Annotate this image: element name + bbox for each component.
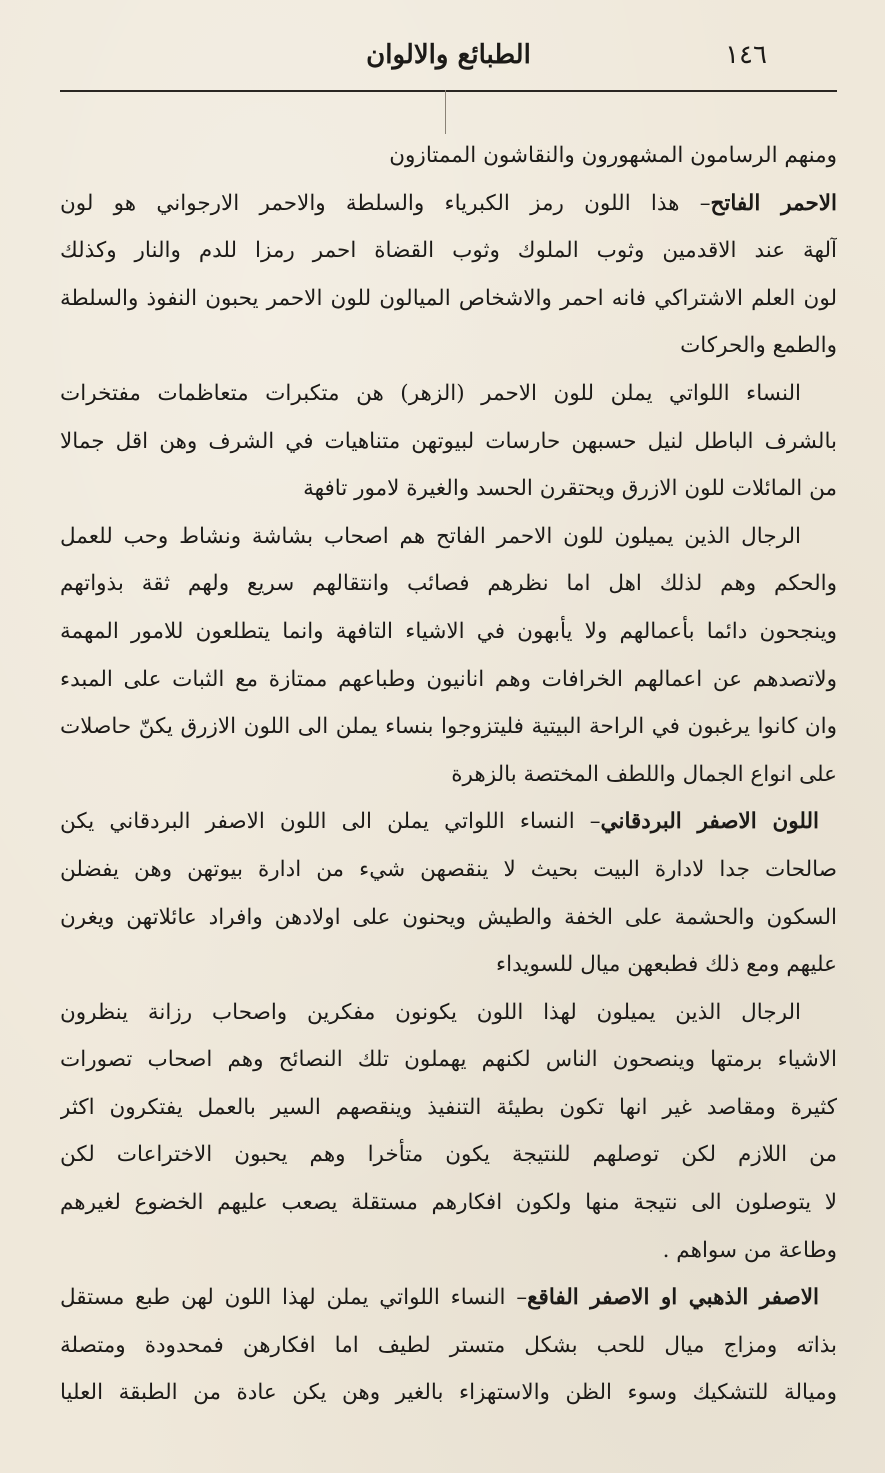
text-line: من اللازم لكن توصلهم للنتيجة يكون متأخرا وهم يحبون الاختراعات لكن	[60, 1142, 837, 1168]
text-run: – النساء اللواتي يملن لهذا اللون لهن طبع مستقل	[60, 1285, 528, 1311]
text-line: بذاته ومزاج ميال للحب بشكل متستر لطيف اما افكارهن فمحدودة ومتصلة	[60, 1332, 837, 1358]
text-line: آلهة عند الاقدمين وثوب الملوك وثوب القضاة احمر رمزا للدم والنار وكذلك	[60, 238, 837, 264]
text-line: ولاتصدهم عن اعمالهم الخرافات وهم انانيون وطباعهم ممتازة مع الثبات على المبدء	[60, 666, 837, 692]
text-line: والطمع والحركات	[680, 333, 837, 359]
text-line: لا يتوصلون الى نتيجة منها ولكون افكارهم مستقلة يصعب عليهم الخضوع لغيرهم	[60, 1190, 837, 1216]
header-rule	[60, 90, 837, 92]
text-line: النساء اللواتي يملن للون الاحمر (الزهر) هن متكبرات متعاظمات مفتخرات	[60, 380, 801, 406]
text-line: السكون والحشمة على الخفة والطيش ويحنون على اولادهن وافراد عائلاتهن ويغرن	[60, 904, 837, 930]
text-line	[60, 1274, 837, 1322]
text-line: من المائلات للون الازرق ويحتقرن الحسد والغيرة لامور تافهة	[303, 476, 837, 502]
text-run: – النساء اللواتي يملن الى اللون الاصفر البردقاني يكن	[60, 809, 601, 835]
text-line: وان كانوا يرغبون في الراحة البيتية فليتزوجوا بنساء يملن الى اللون الازرق يكنّ حاصلات	[60, 714, 837, 740]
gutter-mark	[445, 90, 446, 134]
text-line: صالحات جدا لادارة البيت بحيث لا ينقصهن شيء من ادارة بيوتهن وهن يفضلن	[60, 856, 837, 882]
text-line: على انواع الجمال واللطف المختصة بالزهرة	[451, 761, 837, 787]
text-line: لون العلم الاشتراكي فانه احمر والاشخاص الميالون للون الاحمر يحبون النفوذ والسلطة	[60, 285, 837, 311]
text-line: ومنهم الرسامون المشهورون والنقاشون الممتازون	[389, 143, 837, 168]
text-line: الاشياء برمتها وينصحون الناس لكنهم يهملون تلك النصائح وهم اصحاب تصورات	[60, 1047, 837, 1073]
text-line: الرجال الذين يميلون للون الاحمر الفاتح هم اصحاب بشاشة ونشاط وحب للعمل	[60, 523, 801, 549]
page-header	[60, 38, 837, 88]
running-title: الطبائع والالوان	[366, 40, 531, 70]
text-line: وينجحون دائما بأعمالهم ولا يأبهون في الاشياء التافهة وانما يتطلعون للامور المهمة	[60, 618, 837, 644]
page-number: ١٤٦	[725, 40, 767, 70]
text-line: وميالة للتشكيك وسوء الظن والاستهزاء بالغير وهن يكن عادة من الطبقة العليا	[60, 1380, 837, 1406]
text-line: والحكم وهم لذلك اهل اما نظرهم فصائب وانتقالهم سريع ولهم ثقة بذواتهم	[60, 571, 837, 597]
section-heading: الاحمر الفاتح	[710, 190, 837, 216]
text-line	[60, 180, 837, 228]
text-line	[60, 798, 837, 846]
text-run: – هذا اللون رمز الكبرياء والسلطة والاحمر الارجواني هو لون	[60, 190, 711, 216]
text-line: الرجال الذين يميلون لهذا اللون يكونون مفكرين واصحاب رزانة ينظرون	[60, 999, 801, 1025]
text-line: عليهم ومع ذلك فطبعهن ميال للسويداء	[496, 952, 837, 978]
text-line: وطاعة من سواهم .	[662, 1237, 837, 1263]
text-line: كثيرة ومقاصد غير انها تكون بطيئة التنفيذ وينقصهم السير بالعمل يفتكرون اكثر	[60, 1094, 837, 1120]
section-heading: اللون الاصفر البردقاني	[600, 809, 819, 835]
section-heading: الاصفر الذهبي او الاصفر الفاقع	[527, 1285, 819, 1311]
text-line: بالشرف الباطل لنيل حسبهن حارسات لبيوتهن متناهيات في الشرف وهن اقل جمالا	[60, 428, 837, 454]
page-body	[60, 132, 837, 1417]
